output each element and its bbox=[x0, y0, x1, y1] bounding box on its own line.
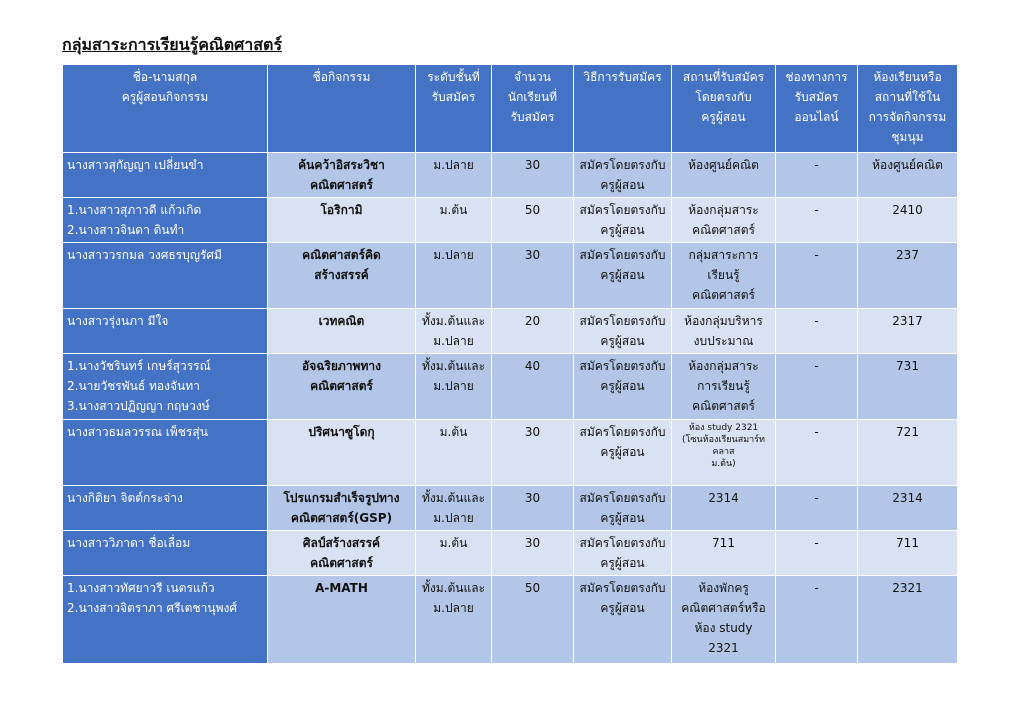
activity-table bbox=[62, 64, 958, 664]
table-row bbox=[63, 486, 958, 531]
method-cell bbox=[574, 420, 672, 486]
cell-line: 711 bbox=[712, 536, 735, 550]
teacher-cell bbox=[63, 486, 268, 531]
cell-line: สร้างสรรค์ bbox=[314, 268, 369, 282]
cell-line: 2.นางสาวจินดา ดินทำ bbox=[67, 223, 185, 237]
cell-line: ม.ต้น bbox=[439, 203, 468, 217]
teacher-cell bbox=[63, 531, 268, 576]
cell-line: ม.ต้น bbox=[439, 536, 468, 550]
place-cell bbox=[672, 486, 776, 531]
cell-line: ทั้งม.ต้นและ bbox=[421, 359, 486, 373]
cell-line: 1.นางสาวทัศยาวรี เนตรแก้ว bbox=[67, 581, 215, 595]
cell-line: ชุมนุม bbox=[891, 130, 924, 144]
cell-line: 2321 bbox=[708, 641, 739, 655]
header-activity bbox=[268, 65, 416, 153]
method-cell bbox=[574, 153, 672, 198]
online-cell: - bbox=[776, 198, 858, 243]
count-cell: 30 bbox=[492, 531, 574, 576]
room-cell: 2314 bbox=[858, 486, 958, 531]
teacher-cell bbox=[63, 243, 268, 309]
table-row bbox=[63, 420, 958, 486]
cell-line: คณิตศาสตร์ bbox=[692, 288, 755, 302]
cell-line: คณิตศาสตร์ bbox=[310, 178, 373, 192]
online-cell: - bbox=[776, 531, 858, 576]
cell-line: การเรียนรู้ bbox=[697, 379, 750, 393]
cell-line: ครูผู้สอน bbox=[600, 445, 645, 459]
cell-line: ม.ปลาย bbox=[433, 379, 474, 393]
online-cell: - bbox=[776, 576, 858, 664]
cell-line: นางกิติยา จิตต์กระจ่าง bbox=[67, 491, 183, 505]
cell-line: คณิตศาสตร์ bbox=[692, 399, 755, 413]
cell-line: นางสาวรุ่งนภา มีใจ bbox=[67, 314, 169, 328]
method-cell bbox=[574, 576, 672, 664]
room-cell: 237 bbox=[858, 243, 958, 309]
cell-line: นางสาววิภาดา ชื่อเลื่อม bbox=[67, 536, 191, 550]
header-room bbox=[858, 65, 958, 153]
header-teacher bbox=[63, 65, 268, 153]
table-row bbox=[63, 354, 958, 420]
cell-line: โดยตรงกับ bbox=[695, 90, 752, 104]
cell-line: 2.นายวัชรพันธ์ ทองจันทา bbox=[67, 379, 200, 393]
cell-line: ห้องศูนย์คณิต bbox=[688, 158, 759, 172]
online-cell: - bbox=[776, 153, 858, 198]
cell-line: ห้อง study bbox=[694, 621, 753, 635]
cell-line: ทั้งม.ต้นและ bbox=[421, 314, 486, 328]
cell-line: ชื่อกิจกรรม bbox=[312, 70, 371, 84]
table-row bbox=[63, 243, 958, 309]
cell-line: เวทคณิต bbox=[318, 314, 365, 328]
cell-line: สมัครโดยตรงกับ bbox=[579, 314, 666, 328]
activity-cell bbox=[268, 243, 416, 309]
level-cell bbox=[416, 354, 492, 420]
count-cell: 50 bbox=[492, 576, 574, 664]
header-count bbox=[492, 65, 574, 153]
room-cell: 731 bbox=[858, 354, 958, 420]
cell-line: โปรแกรมสำเร็จรูปทาง bbox=[283, 491, 400, 505]
cell-line: นางสาวธมลวรรณ เพ็ชรสุ่น bbox=[67, 425, 208, 439]
level-cell bbox=[416, 531, 492, 576]
cell-line: ปริศนาซูโดกุ bbox=[308, 425, 375, 439]
count-cell: 50 bbox=[492, 198, 574, 243]
cell-line: 1.นางสาวสุภาวดี แก้วเกิด bbox=[67, 203, 202, 217]
table-header bbox=[63, 65, 958, 153]
cell-line: สมัครโดยตรงกับ bbox=[579, 158, 666, 172]
cell-line: ครูผู้สอน bbox=[600, 223, 645, 237]
cell-line: 2314 bbox=[708, 491, 739, 505]
cell-line: นักเรียนที่ bbox=[507, 90, 558, 104]
cell-line: เรียนรู้ bbox=[707, 268, 740, 282]
cell-line: สมัครโดยตรงกับ bbox=[579, 536, 666, 550]
table-row bbox=[63, 309, 958, 354]
cell-line: อัจฉริยภาพทาง bbox=[302, 359, 381, 373]
level-cell bbox=[416, 153, 492, 198]
cell-line: ศิลป์สร้างสรรค์ bbox=[302, 536, 381, 550]
cell-line: ครูผู้สอน bbox=[600, 511, 645, 525]
cell-line: สมัครโดยตรงกับ bbox=[579, 359, 666, 373]
cell-line: ทั้งม.ต้นและ bbox=[421, 491, 486, 505]
room-cell: 2321 bbox=[858, 576, 958, 664]
count-cell: 20 bbox=[492, 309, 574, 354]
cell-line: นางสาวสุกัญญา เปลี่ยนขำ bbox=[67, 158, 204, 172]
table-row bbox=[63, 198, 958, 243]
place-cell bbox=[672, 243, 776, 309]
cell-line: ม.ปลาย bbox=[433, 248, 474, 262]
count-cell: 30 bbox=[492, 153, 574, 198]
cell-line: ม.ปลาย bbox=[433, 158, 474, 172]
online-cell: - bbox=[776, 243, 858, 309]
cell-line: ครูผู้สอน bbox=[600, 334, 645, 348]
cell-line: 2.นางสาวจิตราภา ศรีเตชานุพงศ์ bbox=[67, 601, 237, 615]
teacher-cell bbox=[63, 153, 268, 198]
cell-line: โอริกามิ bbox=[320, 203, 363, 217]
room-cell: 2317 bbox=[858, 309, 958, 354]
cell-line: 1.นางวัชรินทร์ เกษร์สุวรรณ์ bbox=[67, 359, 211, 373]
cell-line: ช่องทางการ bbox=[785, 70, 848, 84]
room-cell: 721 bbox=[858, 420, 958, 486]
activity-cell bbox=[268, 153, 416, 198]
activity-cell bbox=[268, 198, 416, 243]
cell-line: ครูผู้สอน bbox=[701, 110, 746, 124]
cell-line: คณิตศาสตร์คิด bbox=[302, 248, 381, 262]
level-cell bbox=[416, 486, 492, 531]
page-title: กลุ่มสาระการเรียนรู้คณิตศาสตร์ bbox=[62, 35, 283, 54]
level-cell bbox=[416, 576, 492, 664]
cell-line: ห้องพักครู bbox=[698, 581, 749, 595]
cell-line: ห้องเรียนหรือ bbox=[873, 70, 942, 84]
activity-cell bbox=[268, 354, 416, 420]
online-cell: - bbox=[776, 354, 858, 420]
cell-line: ม.ปลาย bbox=[433, 601, 474, 615]
cell-line: สมัครโดยตรงกับ bbox=[579, 581, 666, 595]
place-cell bbox=[672, 420, 776, 486]
activity-cell bbox=[268, 420, 416, 486]
activity-cell bbox=[268, 531, 416, 576]
method-cell bbox=[574, 198, 672, 243]
cell-line: สมัครโดยตรงกับ bbox=[579, 425, 666, 439]
header-level bbox=[416, 65, 492, 153]
count-cell: 30 bbox=[492, 243, 574, 309]
online-cell: - bbox=[776, 420, 858, 486]
method-cell bbox=[574, 309, 672, 354]
cell-line: รับสมัคร bbox=[794, 90, 839, 104]
cell-line: คณิตศาสตร์หรือ bbox=[681, 601, 766, 615]
cell-line: คณิตศาสตร์(GSP) bbox=[290, 511, 393, 525]
cell-line: ห้องกลุ่มบริหาร bbox=[684, 314, 763, 328]
level-cell bbox=[416, 309, 492, 354]
cell-line: จำนวน bbox=[514, 70, 551, 84]
cell-line: ม.ปลาย bbox=[433, 334, 474, 348]
cell-line: วิธีการรับสมัคร bbox=[583, 70, 662, 84]
cell-line: สมัครโดยตรงกับ bbox=[579, 203, 666, 217]
cell-line: สมัครโดยตรงกับ bbox=[579, 491, 666, 505]
level-cell bbox=[416, 198, 492, 243]
table-body bbox=[63, 153, 958, 664]
place-cell bbox=[672, 198, 776, 243]
cell-line: คณิตศาสตร์ bbox=[692, 223, 755, 237]
room-cell: 711 bbox=[858, 531, 958, 576]
teacher-cell bbox=[63, 198, 268, 243]
method-cell bbox=[574, 243, 672, 309]
teacher-cell bbox=[63, 354, 268, 420]
activity-cell bbox=[268, 309, 416, 354]
room-cell: 2410 bbox=[858, 198, 958, 243]
cell-line: ครูผู้สอน bbox=[600, 556, 645, 570]
method-cell bbox=[574, 354, 672, 420]
header-row bbox=[63, 65, 958, 153]
cell-line: ค้นคว้าอิสระวิชา bbox=[298, 158, 385, 172]
cell-line: ครูผู้สอน bbox=[600, 178, 645, 192]
cell-line: ม.ต้น) bbox=[711, 459, 736, 469]
teacher-cell bbox=[63, 309, 268, 354]
cell-line: ครูผู้สอนกิจกรรม bbox=[121, 90, 209, 104]
cell-line: ทั้งม.ต้นและ bbox=[421, 581, 486, 595]
cell-line: คลาส bbox=[712, 447, 735, 457]
header-online bbox=[776, 65, 858, 153]
cell-line: กลุ่มสาระการ bbox=[688, 248, 759, 262]
header-method bbox=[574, 65, 672, 153]
table-row bbox=[63, 531, 958, 576]
cell-line: สมัครโดยตรงกับ bbox=[579, 248, 666, 262]
online-cell: - bbox=[776, 309, 858, 354]
cell-line: นางสาววรกมล วงศธรบุญรัศมี bbox=[67, 248, 222, 262]
online-cell: - bbox=[776, 486, 858, 531]
cell-line: ห้องกลุ่มสาระ bbox=[688, 203, 759, 217]
place-cell bbox=[672, 309, 776, 354]
cell-line: ครูผู้สอน bbox=[600, 379, 645, 393]
cell-line: A-MATH bbox=[315, 581, 368, 595]
table-row bbox=[63, 576, 958, 664]
teacher-cell bbox=[63, 576, 268, 664]
cell-line: ออนไลน์ bbox=[794, 110, 839, 124]
level-cell bbox=[416, 420, 492, 486]
cell-line: ครูผู้สอน bbox=[600, 268, 645, 282]
method-cell bbox=[574, 486, 672, 531]
level-cell bbox=[416, 243, 492, 309]
cell-line: ห้อง study 2321 bbox=[688, 423, 759, 433]
place-cell bbox=[672, 576, 776, 664]
cell-line: คณิตศาสตร์ bbox=[310, 379, 373, 393]
header-place bbox=[672, 65, 776, 153]
place-cell bbox=[672, 354, 776, 420]
activity-cell bbox=[268, 486, 416, 531]
method-cell bbox=[574, 531, 672, 576]
teacher-cell bbox=[63, 420, 268, 486]
cell-line: รับสมัคร bbox=[431, 90, 476, 104]
cell-line: ม.ปลาย bbox=[433, 511, 474, 525]
cell-line: การจัดกิจกรรม bbox=[868, 110, 947, 124]
count-cell: 40 bbox=[492, 354, 574, 420]
cell-line: (โซนห้องเรียนสมาร์ท bbox=[682, 435, 765, 445]
table-row bbox=[63, 153, 958, 198]
cell-line: รับสมัคร bbox=[510, 110, 555, 124]
cell-line: ระดับชั้นที่ bbox=[427, 70, 480, 84]
room-cell: ห้องศูนย์คณิต bbox=[858, 153, 958, 198]
cell-line: คณิตศาสตร์ bbox=[310, 556, 373, 570]
cell-line: งบประมาณ bbox=[693, 334, 754, 348]
cell-line: ชื่อ-นามสกุล bbox=[132, 70, 198, 84]
cell-line: 3.นางสาวปฏิญญา กฤษวงษ์ bbox=[67, 399, 210, 413]
cell-line: ห้องกลุ่มสาระ bbox=[688, 359, 759, 373]
place-cell bbox=[672, 153, 776, 198]
cell-line: ม.ต้น bbox=[439, 425, 468, 439]
cell-line: สถานที่ใช้ใน bbox=[874, 90, 941, 104]
count-cell: 30 bbox=[492, 420, 574, 486]
activity-cell bbox=[268, 576, 416, 664]
cell-line: สถานที่รับสมัคร bbox=[682, 70, 765, 84]
cell-line: ครูผู้สอน bbox=[600, 601, 645, 615]
place-cell bbox=[672, 531, 776, 576]
count-cell: 30 bbox=[492, 486, 574, 531]
